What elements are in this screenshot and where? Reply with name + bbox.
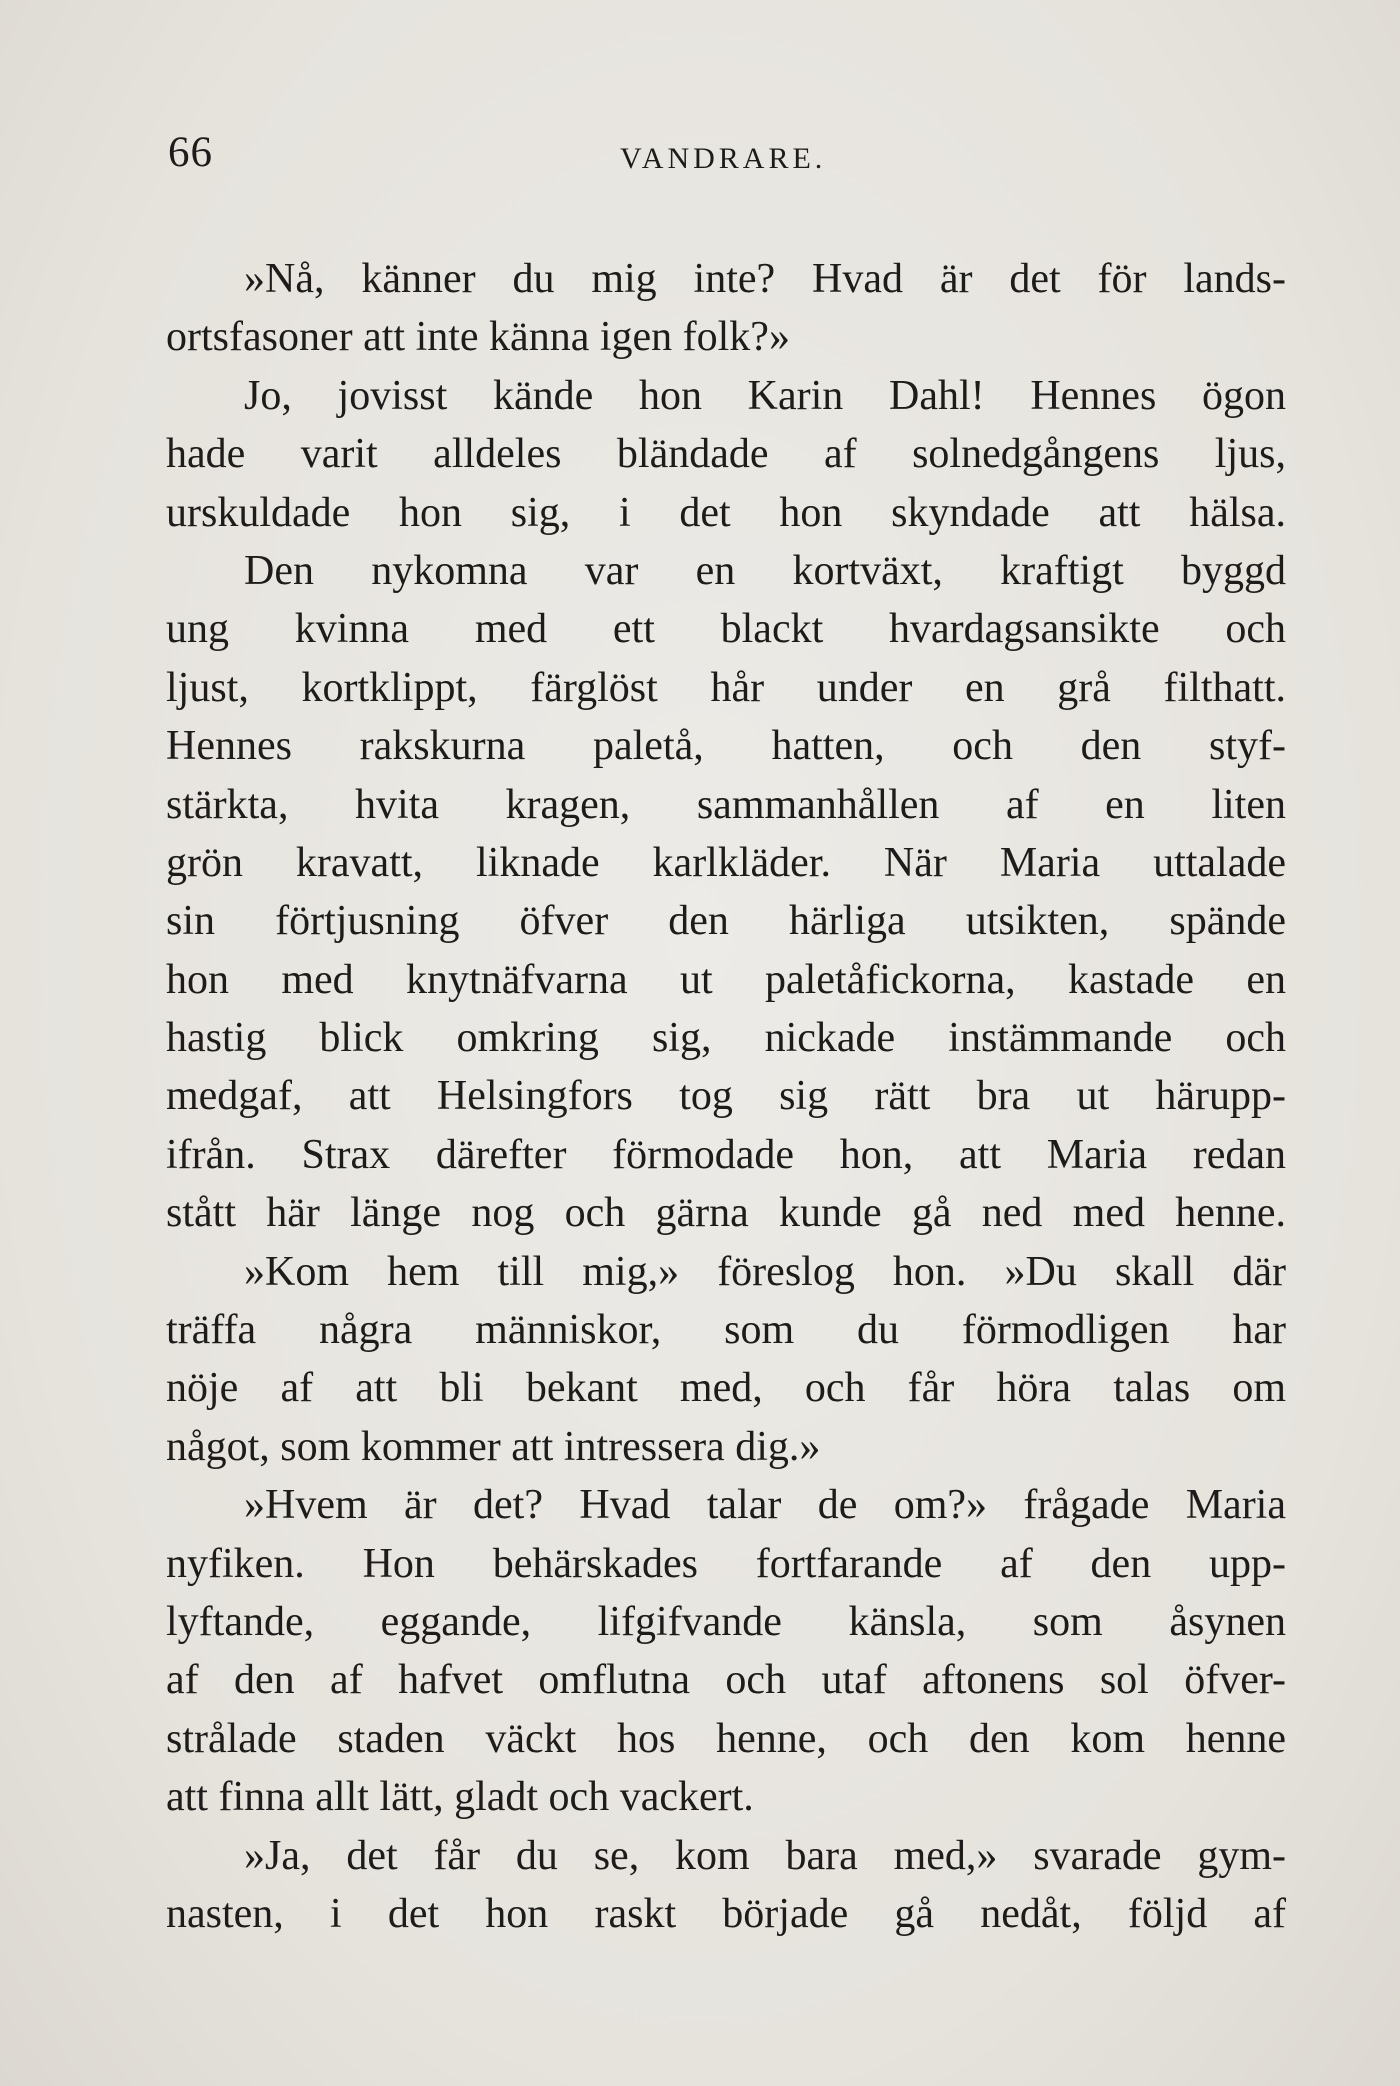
- text-line: nöje af att bli bekant med, och får höra talas om: [166, 1365, 1286, 1412]
- text-line: något, som kommer att intressera dig.»: [166, 1423, 821, 1470]
- text-line: ortsfasoner att inte känna igen folk?»: [166, 314, 790, 361]
- text-line: hastig blick omkring sig, nickade instämmande och: [166, 1015, 1286, 1062]
- text-line: Hennes rakskurna paletå, hatten, och den styf-: [166, 723, 1286, 770]
- text-line: stärkta, hvita kragen, sammanhållen af en liten: [166, 781, 1286, 828]
- page-number: 66: [168, 129, 213, 176]
- text-line: stått här länge nog och gärna kunde gå ned med henne.: [166, 1190, 1286, 1237]
- text-line: ifrån. Strax därefter förmodade hon, att Maria redan: [166, 1131, 1286, 1178]
- text-line: medgaf, att Helsingfors tog sig rätt bra ut härupp-: [166, 1073, 1286, 1120]
- text-line: Jo, jovisst kände hon Karin Dahl! Hennes ögon: [244, 372, 1286, 419]
- text-line: »Ja, det får du se, kom bara med,» svarade gym-: [244, 1832, 1286, 1879]
- text-line: att finna allt lätt, gladt och vackert.: [166, 1774, 754, 1821]
- body-text: [166, 250, 1286, 1943]
- text-line: strålade staden väckt hos henne, och den kom henne: [166, 1715, 1286, 1762]
- text-line: »Nå, känner du mig inte? Hvad är det för lands-: [244, 256, 1286, 302]
- text-line: hade varit alldeles bländade af solnedgångens ljus,: [166, 431, 1286, 478]
- text-line: nasten, i det hon raskt började gå nedåt, följd af: [166, 1890, 1286, 1937]
- text-line: sin förtjusning öfver den härliga utsikten, spände: [166, 898, 1286, 945]
- text-line: ung kvinna med ett blackt hvardagsansikte och: [166, 606, 1286, 653]
- text-line: träffa några människor, som du förmodligen har: [166, 1307, 1286, 1354]
- text-line: nyfiken. Hon behärskades fortfarande af den upp-: [166, 1540, 1286, 1587]
- text-line: hon med knytnäfvarna ut paletåfickorna, kastade en: [166, 956, 1286, 1003]
- running-title: VANDRARE.: [620, 142, 827, 175]
- text-line: Den nykomna var en kortväxt, kraftigt byggd: [244, 547, 1286, 594]
- page-header: [168, 128, 1288, 188]
- text-line: urskuldade hon sig, i det hon skyndade att hälsa.: [166, 489, 1286, 536]
- text-line: »Hvem är det? Hvad talar de om?» frågade Maria: [244, 1482, 1286, 1529]
- text-line: grön kravatt, liknade karlkläder. När Maria uttalade: [166, 839, 1286, 886]
- text-line: lyftande, eggande, lifgifvande känsla, som åsynen: [166, 1598, 1286, 1645]
- text-line: af den af hafvet omflutna och utaf aftonens sol öfver-: [166, 1657, 1286, 1704]
- text-line: ljust, kortklippt, färglöst hår under en grå filthatt.: [166, 664, 1286, 711]
- text-line: »Kom hem till mig,» föreslog hon. »Du skall där: [244, 1248, 1286, 1295]
